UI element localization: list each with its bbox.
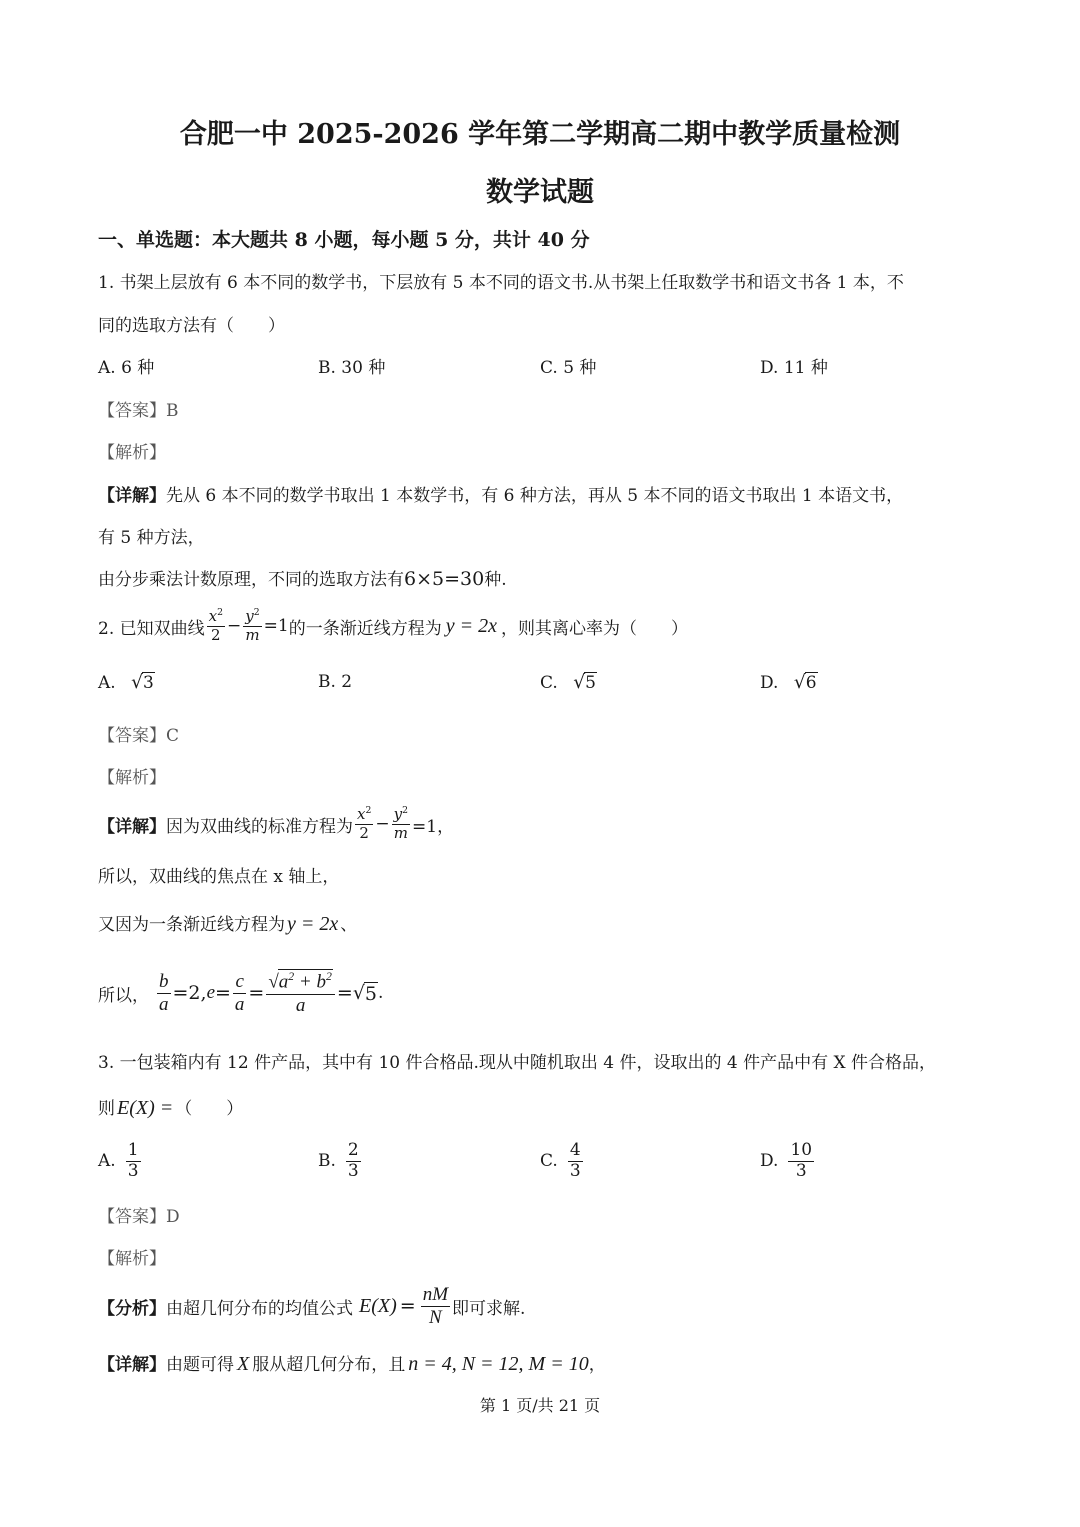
q2-answer: 【答案】C — [98, 726, 180, 746]
q2-analysis-label: 【解析】 — [98, 768, 166, 788]
q3-detail-post: ， — [588, 1355, 606, 1375]
q2-suffix: ，则其离心率为（ ） — [500, 618, 688, 639]
q1-detail-tag: 【详解】 — [98, 486, 166, 506]
q2-frac-x: $\frac{x^2}{2}$ — [208, 607, 224, 644]
q3-option-a-num: 1 — [127, 1139, 139, 1160]
q2-frac-y: $\frac{y^2}{m}$ — [245, 607, 260, 644]
q3-fenxi-tag: 【分析】 — [98, 1298, 166, 1319]
q2-frac-sqrt: $\frac{√a^2 + b^2}{a}$ — [266, 969, 335, 1016]
q1-answer: 【答案】B — [98, 401, 179, 421]
q2-detail-text3-post: 、 — [340, 915, 358, 935]
page-footer: 第 1 页/共 21 页 — [479, 1396, 601, 1415]
q2-detail-text1: 因为双曲线的标准方程为 — [166, 816, 353, 837]
q3-detail-math: n = 4, N = 12, M = 10 — [408, 1353, 589, 1375]
q3-option-a — [98, 1136, 143, 1186]
q3-stem-line2 — [98, 1094, 243, 1120]
q2-detail-line1: 【详解】 因为双曲线的标准方程为 $\frac{x^2}{2}$ − $\frac{y^2}{m}$ =1， — [98, 805, 455, 842]
page-subtitle: 数学试题 — [486, 177, 594, 208]
section-heading: 一、单选题：本大题共 8 小题，每小题 5 分，共计 40 分 — [98, 229, 590, 251]
q1-analysis-label: 【解析】 — [98, 443, 166, 463]
q3-detail-mid: 服从超几何分布，且 — [252, 1355, 406, 1375]
q3-detail-tag: 【详解】 — [98, 1355, 166, 1375]
q2-detail-frac-y: $\frac{y^2}{m}$ — [393, 805, 409, 842]
q1-detail-line1 — [98, 481, 903, 506]
q3-option-d-label: D. — [760, 1151, 779, 1171]
q3-option-b-label: B. — [318, 1151, 336, 1171]
q3-option-d-den: 3 — [795, 1160, 807, 1181]
q3-detail-pre: 由题可得 — [166, 1355, 234, 1375]
q2-option-a: A. √3 — [98, 672, 154, 693]
q1-detail-text3: 由分步乘法计数原理，不同的选取方法有 — [98, 570, 404, 590]
q2-stem: 2. 已知双曲线 $\frac{x^2}{2}$ − $\frac{y^2}{m}$ =1 的一条渐近线方程为 y = 2x ，则其离心率为（ ） — [98, 607, 688, 644]
q1-option-a: A. 6 种 — [98, 358, 155, 378]
q1-detail-line3 — [98, 565, 507, 590]
q3-option-b — [318, 1136, 363, 1186]
q2-detail-tag: 【详解】 — [98, 816, 166, 837]
q3-analysis-label: 【解析】 — [98, 1249, 166, 1269]
q2-detail-line3 — [98, 910, 357, 936]
page-title: 合肥一中 2025-2026 学年第二学期高二期中教学质量检测 — [179, 119, 901, 150]
q3-fenxi-line: 【分析】 由超几何分布的均值公式 E(X) = $\frac{nM}{N}$ 即可求解. — [98, 1283, 526, 1328]
q2-detail-line4: 所以， $\frac{b}{a}$ =2, e = $\frac{c}{a}$ = $\frac{√a^2 + b^2}{a}$ = √ 5 . — [98, 970, 384, 1016]
q3-option-c — [540, 1136, 585, 1186]
q2-option-a-label: A. — [98, 673, 116, 693]
q2-frac-b-a: $\frac{b}{a}$ — [159, 970, 169, 1015]
q2-detail-asymptote: y = 2x — [287, 913, 339, 935]
q3-option-c-num: 4 — [569, 1139, 581, 1160]
q3-option-c-label: C. — [540, 1151, 558, 1171]
q3-stem-line1: 3. 一包装箱内有 12 件产品，其中有 10 件合格品.现从中随机取出 4 件，设取出的 4 件产品中有 X 件合格品， — [98, 1053, 937, 1073]
q3-frac-nm: $\frac{nM}{N}$ — [422, 1283, 449, 1328]
q1-detail-line2: 有 5 种方法， — [98, 528, 205, 548]
q3-option-b-num: 2 — [347, 1139, 359, 1160]
q2-middle: 的一条渐近线方程为 — [288, 618, 442, 639]
q1-detail-text1: 先从 6 本不同的数学书取出 1 本数学书，有 6 种方法，再从 5 本不同的语文书取出 1 本语文书， — [166, 486, 904, 506]
q2-option-c-label: C. — [540, 673, 558, 693]
q2-option-c-radicand: 5 — [585, 673, 596, 693]
q2-detail-line2: 所以，双曲线的焦点在 x 轴上， — [98, 867, 340, 887]
q3-option-b-den: 3 — [347, 1160, 359, 1181]
q2-detail-text3: 又因为一条渐近线方程为 — [98, 915, 285, 935]
q1-detail-math: 6×5=30 — [404, 568, 485, 590]
q3-stem-post: （ ） — [175, 1099, 244, 1119]
q2-option-a-radicand: 3 — [143, 673, 154, 693]
q3-fenxi-post: 即可求解. — [452, 1298, 526, 1319]
q1-option-c: C. 5 种 — [540, 358, 597, 378]
q1-stem-line2: 同的选取方法有（ ） — [98, 316, 285, 336]
q3-option-c-den: 3 — [569, 1160, 581, 1181]
q3-option-d — [760, 1136, 816, 1186]
q3-answer: 【答案】D — [98, 1207, 180, 1227]
q3-stem-pre: 则 — [98, 1099, 115, 1119]
q1-option-d: D. 11 种 — [760, 358, 828, 378]
q3-ex: E(X) = — [117, 1097, 174, 1119]
q3-option-d-num: 10 — [790, 1139, 813, 1160]
q1-stem-line1: 1. 书架上层放有 6 本不同的数学书，下层放有 5 本不同的语文书.从书架上任取数学书和语文书各 1 本，不 — [98, 273, 904, 293]
q3-option-a-den: 3 — [127, 1160, 139, 1181]
q2-option-c: C. √5 — [540, 672, 596, 693]
q2-frac-c-a: $\frac{c}{a}$ — [234, 970, 245, 1015]
q2-option-d: D. √6 — [760, 672, 817, 693]
q2-option-d-label: D. — [760, 673, 779, 693]
q3-fenxi-pre: 由超几何分布的均值公式 — [166, 1298, 353, 1319]
q3-option-a-label: A. — [98, 1151, 116, 1171]
q2-detail-frac-x: $\frac{x^2}{2}$ — [357, 805, 372, 842]
q2-prefix: 2. 已知双曲线 — [98, 618, 205, 639]
q3-detail-line: 【详解】由题可得 X 服从超几何分布，且 n = 4, N = 12, M = 10， — [98, 1353, 606, 1375]
q2-option-d-radicand: 6 — [805, 673, 817, 693]
q2-asymptote: y = 2x — [445, 614, 497, 637]
q1-detail-text3-post: 种. — [484, 570, 507, 590]
q2-detail-text4: 所以， — [98, 985, 149, 1006]
q1-option-b: B. 30 种 — [318, 358, 386, 378]
q2-option-b: B. 2 — [318, 672, 353, 692]
